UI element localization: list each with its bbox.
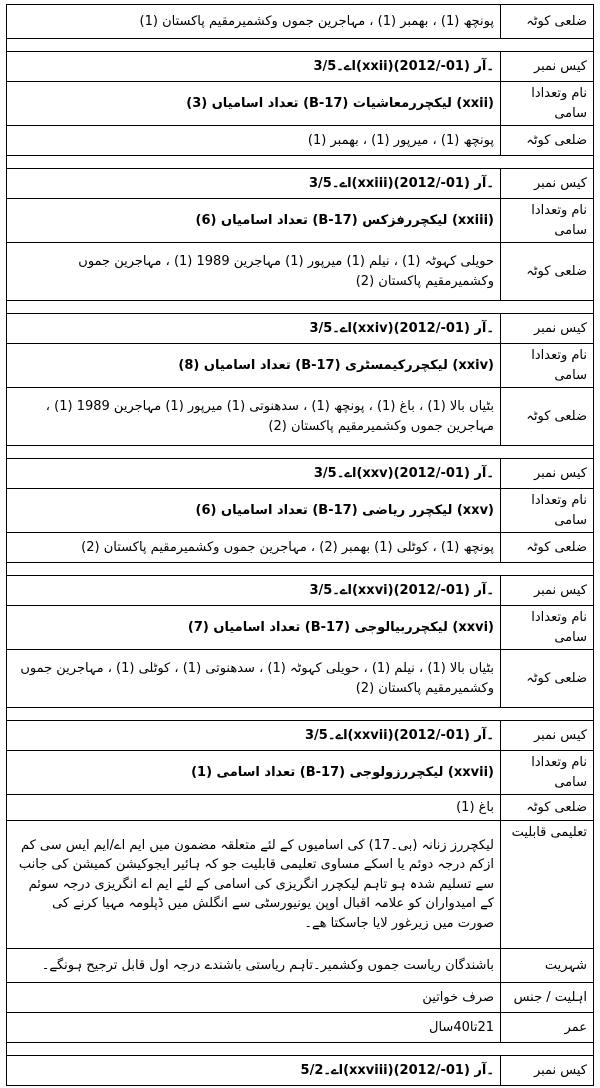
label-case-no: کیس نمبر — [501, 314, 594, 344]
post-title: (xxvii) لیکچررزولوجی (B-17) تعداد اسامی (1) — [7, 751, 501, 795]
row-district — [7, 388, 594, 446]
case-number: اے۔3/5(xxiv)۔آر (01-/2012) — [309, 320, 494, 336]
case-number: اے۔3/5(xxvii)۔آر (01-/2012) — [304, 727, 494, 743]
qualification-value: لیکچررز زنانہ (بی۔17) کی اسامیوں کے لئے متعلقہ مضمون میں ایم اے/ایم ایس سی کم ازکم درجہ دوئم یا اسکے مساوی تعلیمی قابلیت جو کہ ہائیر ایجوکیشن کمیشن کی جانب سے تسلیم شدہ ہو تاہم لیکچرر انگریزی کی اسامی کے لئے ایم اے انگریزی درجہ سوئم کے امیدواران کو علامہ اقبال اوپن یونیورسٹی سے انگلش میں ڈپلومہ مہیا کرنے کی صورت میں زیرغور لایا جاسکتا ھے۔ — [7, 821, 501, 949]
label-name-count: نام وتعدادا سامی — [501, 489, 594, 533]
row-case-no — [7, 314, 594, 344]
label-age: عمر — [501, 1013, 594, 1043]
label-name-count: نام وتعدادا سامی — [501, 344, 594, 388]
district-value: حویلی کہوٹہ (1) ، نیلم (1) میرپور (1) مہاجرین 1989 (1) ، مہاجرین جموں وکشمیرمقیم پاکستان (2) — [7, 243, 501, 301]
label-district: ضلعی کوٹہ — [501, 243, 594, 301]
domicile-value: باشندگان ریاست جموں وکشمیر۔تاہم ریاستی باشندے درجہ اول قابل ترجیح ہونگے۔ — [7, 949, 501, 983]
row-case-no — [7, 52, 594, 82]
case-number: اے۔3/5(xxvi)۔آر (01-/2012) — [309, 582, 494, 598]
label-district: ضلعی کوٹہ — [501, 5, 594, 39]
row-case-no — [7, 169, 594, 199]
label-case-no: کیس نمبر — [501, 169, 594, 199]
label-case-no: کیس نمبر — [501, 52, 594, 82]
row-top-district — [7, 5, 594, 39]
case-number: اے۔3/5(xxiii)۔آر (01-/2012) — [309, 175, 494, 191]
label-district: ضلعی کوٹہ — [501, 126, 594, 156]
row-age — [7, 1013, 594, 1043]
row-domicile — [7, 949, 594, 983]
district-value: پونچھ (1) ، کوٹلی (1) بھمبر (2) ، مہاجرین جموں وکشمیرمقیم پاکستان (2) — [7, 533, 501, 563]
case-number: اے۔5/2(xxviii)۔آر (01-/2012) — [300, 1062, 494, 1078]
eligibility-value: صرف خواتین — [7, 983, 501, 1013]
post-title: (xxiii) لیکچررفزکس (B-17) تعداد اسامیاں (6) — [7, 199, 501, 243]
row-post-title — [7, 606, 594, 650]
label-name-count: نام وتعدادا سامی — [501, 199, 594, 243]
label-case-no: کیس نمبر — [501, 459, 594, 489]
row-post-title — [7, 344, 594, 388]
row-district — [7, 126, 594, 156]
row-case-no — [7, 721, 594, 751]
row-case-no — [7, 459, 594, 489]
row-post-title — [7, 82, 594, 126]
label-district: ضلعی کوٹہ — [501, 388, 594, 446]
case-number: اے۔3/5(xxii)۔آر (01-/2012) — [313, 58, 494, 74]
row-post-title — [7, 489, 594, 533]
row-case-no — [7, 576, 594, 606]
label-name-count: نام وتعدادا سامی — [501, 82, 594, 126]
label-domicile: شہریت — [501, 949, 594, 983]
row-case-no — [7, 1056, 594, 1086]
label-eligibility: اہلیت / جنس — [501, 983, 594, 1013]
label-name-count: نام وتعدادا سامی — [501, 606, 594, 650]
district-value: بٹیاں بالا (1) ، نیلم (1) ، حویلی کہوٹہ (1) ، سدھنوتی (1) ، کوٹلی (1) ، مہاجرین جموں وکشمیرمقیم پاکستان (2) — [7, 650, 501, 708]
post-title: (xxiv) لیکچررکیمسٹری (B-17) تعداد اسامیاں (8) — [7, 344, 501, 388]
row-post-title — [7, 751, 594, 795]
label-case-no: کیس نمبر — [501, 721, 594, 751]
label-district: ضلعی کوٹہ — [501, 650, 594, 708]
post-title: (xxv) لیکچرر ریاضی (B-17) تعداد اسامیاں (6) — [7, 489, 501, 533]
row-district — [7, 533, 594, 563]
district-value: بٹیاں بالا (1) ، باغ (1) ، پونچھ (1) ، سدھنوتی (1) میرپور (1) مہاجرین 1989 (1) ، مہاجرین جموں وکشمیرمقیم پاکستان (2) — [7, 388, 501, 446]
post-title: (xxvi) لیکچرربیالوجی (B-17) تعداد اسامیاں (7) — [7, 606, 501, 650]
row-district — [7, 650, 594, 708]
row-district — [7, 243, 594, 301]
label-name-count: نام وتعدادا سامی — [501, 751, 594, 795]
label-district: ضلعی کوٹہ — [501, 533, 594, 563]
district-value: پونچھ (1) ، میرپور (1) ، بھمبر (1) — [7, 126, 501, 156]
row-post-title — [7, 199, 594, 243]
label-case-no: کیس نمبر — [501, 1056, 594, 1086]
top-district-value: پونچھ (1) ، بھمبر (1) ، مہاجرین جموں وکشمیرمقیم پاکستان (1) — [7, 5, 501, 39]
row-eligibility — [7, 983, 594, 1013]
posts-table — [6, 4, 594, 1086]
label-qualification: تعلیمی قابلیت — [501, 821, 594, 949]
advertisement-sheet — [6, 4, 594, 1086]
label-district: ضلعی کوٹہ — [501, 795, 594, 821]
age-value: 21تا40سال — [7, 1013, 501, 1043]
row-qualification — [7, 821, 594, 949]
label-case-no: کیس نمبر — [501, 576, 594, 606]
district-value: باغ (1) — [7, 795, 501, 821]
row-district — [7, 795, 594, 821]
post-title: (xxii) لیکچررمعاشیات (B-17) تعداد اسامیاں (3) — [7, 82, 501, 126]
case-number: اے۔3/5(xxv)۔آر (01-/2012) — [313, 465, 494, 481]
